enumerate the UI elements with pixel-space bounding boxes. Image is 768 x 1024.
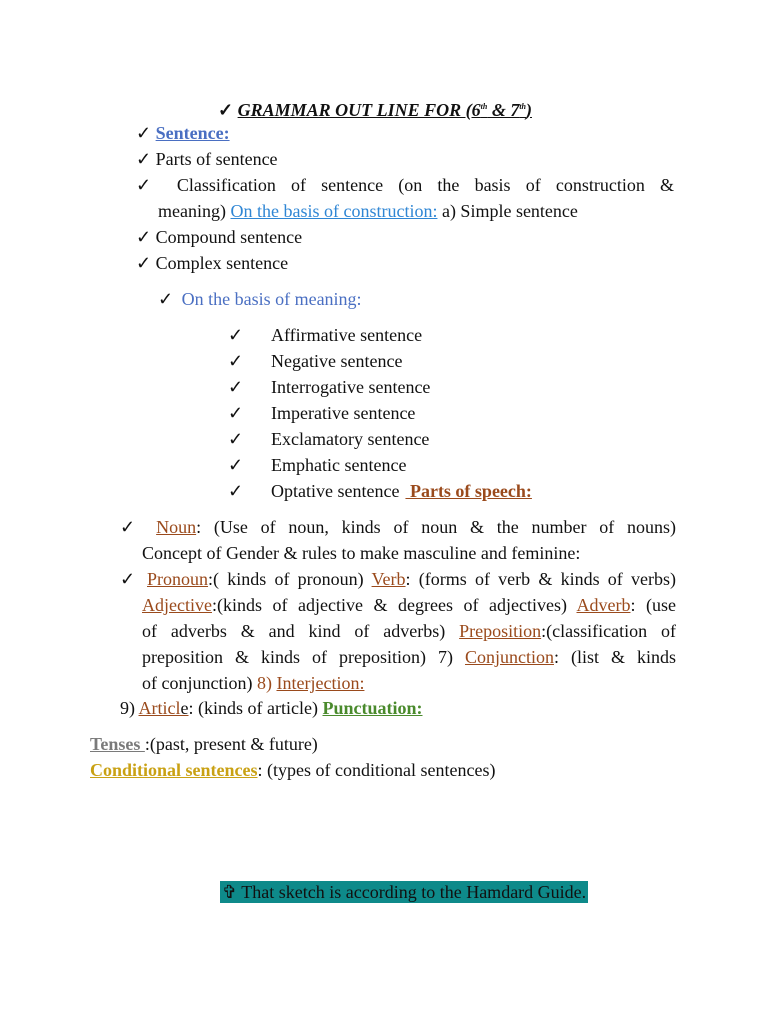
check-icon: ✓ — [228, 455, 244, 475]
pronoun-line4 — [142, 646, 676, 668]
classification-text-2a: meaning) — [158, 201, 231, 221]
sentence-heading[interactable]: Sentence: — [155, 123, 230, 143]
noun-text-2: Concept of Gender & rules to make masculine and feminine: — [142, 543, 581, 563]
pronoun-text-5: of adverbs & and kind of adverbs) — [142, 621, 460, 641]
pronoun-text-7: preposition & kinds of preposition) 7) — [142, 647, 465, 667]
noun-label[interactable]: Noun — [156, 517, 197, 537]
pronoun-line5 — [142, 672, 364, 694]
classification-text-1: Classification of sentence (on the basis of construction & — [176, 175, 674, 195]
meaning-item — [228, 402, 415, 424]
pronoun-text-9: of conjunction) — [142, 673, 257, 693]
title-sup-2: th — [519, 102, 526, 111]
item-complex — [136, 252, 288, 274]
complex-text: Complex sentence — [155, 253, 289, 273]
meaning-item — [228, 324, 422, 346]
meaning-heading-row — [158, 288, 362, 310]
check-icon: ✓ — [228, 377, 244, 397]
adverb-label[interactable]: Adverb — [576, 595, 631, 615]
meaning-item-label: Negative sentence — [271, 351, 403, 371]
page-title — [218, 96, 532, 121]
parts-of-speech-heading[interactable]: Parts of speech: — [405, 481, 532, 501]
cross-icon: ✞ — [222, 882, 238, 902]
preposition-label[interactable]: Preposition — [459, 621, 542, 641]
meaning-item — [228, 454, 406, 476]
title-prefix: GRAMMAR OUT LINE FOR (6 — [237, 100, 481, 120]
article-number: 9) — [120, 698, 139, 718]
item-classification-line1 — [136, 174, 674, 196]
item-classification-line2 — [158, 200, 578, 222]
pronoun-text-2: : (forms of verb & kinds of verbs) — [405, 569, 676, 589]
article-text: : (kinds of article) — [188, 698, 323, 718]
title-sup-1: th — [480, 102, 488, 111]
check-icon: ✓ — [136, 227, 152, 247]
punctuation-label[interactable]: Punctuation: — [322, 698, 423, 718]
meaning-item-label: Affirmative sentence — [271, 325, 423, 345]
parts-text: Parts of sentence — [155, 149, 278, 169]
verb-label[interactable]: Verb — [371, 569, 406, 589]
check-icon: ✓ — [120, 517, 144, 537]
meaning-item-label: Emphatic sentence — [271, 455, 407, 475]
meaning-item-label: Imperative sentence — [271, 403, 416, 423]
article-label-b: e — [180, 698, 189, 718]
item-parts — [136, 148, 278, 170]
footer-note — [220, 881, 588, 903]
noun-line1 — [120, 516, 676, 538]
tenses-label[interactable]: Tenses — [90, 734, 145, 754]
conditional-text: : (types of conditional sentences) — [257, 760, 496, 780]
meaning-item — [228, 480, 532, 502]
check-icon: ✓ — [136, 253, 152, 273]
conjunction-label[interactable]: Conjunction — [464, 647, 554, 667]
meaning-item — [228, 376, 430, 398]
check-icon: ✓ — [120, 569, 139, 589]
noun-text-1: : (Use of noun, kinds of noun & the number of nouns) — [196, 517, 676, 537]
check-icon: ✓ — [228, 481, 244, 501]
article-label[interactable] — [139, 698, 189, 718]
check-icon: ✓ — [218, 100, 234, 120]
pronoun-line1 — [120, 568, 676, 590]
meaning-item-label: Interrogative sentence — [271, 377, 431, 397]
meaning-item — [228, 428, 429, 450]
adjective-label[interactable]: Adjective — [142, 595, 212, 615]
conditional-line — [90, 759, 495, 781]
check-icon: ✓ — [136, 149, 152, 169]
meaning-item — [228, 350, 402, 372]
item-compound — [136, 226, 302, 248]
noun-line2 — [142, 542, 580, 564]
pronoun-text-4: : (use — [630, 595, 676, 615]
classification-text-2b: a) Simple sentence — [437, 201, 578, 221]
check-icon: ✓ — [136, 123, 152, 143]
pronoun-line3 — [142, 620, 676, 642]
footer-text: That sketch is according to the Hamdard Guide. — [237, 882, 587, 902]
check-icon: ✓ — [158, 289, 174, 309]
check-icon: ✓ — [228, 403, 244, 423]
tenses-text: :(past, present & future) — [144, 734, 318, 754]
check-icon: ✓ — [228, 325, 244, 345]
pronoun-text-3: :(kinds of adjective & degrees of adjectives) — [211, 595, 577, 615]
meaning-item-label: Optative sentence — [271, 481, 400, 501]
compound-text: Compound sentence — [155, 227, 303, 247]
construction-link[interactable]: On the basis of construction: — [230, 201, 438, 221]
article-line — [120, 697, 423, 719]
pronoun-text-8: : (list & kinds — [553, 647, 676, 667]
check-icon: ✓ — [228, 351, 244, 371]
conditional-label[interactable]: Conditional sentences — [90, 760, 258, 780]
check-icon: ✓ — [136, 175, 162, 195]
pronoun-text-1: :( kinds of pronoun) — [208, 569, 372, 589]
article-label-a: Articl — [138, 698, 181, 718]
check-icon: ✓ — [228, 429, 244, 449]
title-suffix: ) — [526, 100, 532, 120]
title-mid: & 7 — [487, 100, 520, 120]
tenses-line — [90, 733, 318, 755]
meaning-item-label: Exclamatory sentence — [271, 429, 430, 449]
pronoun-label[interactable]: Pronoun — [147, 569, 209, 589]
pronoun-line2 — [142, 594, 676, 616]
number-8: 8) — [256, 673, 277, 693]
interjection-label[interactable]: Interjection: — [276, 673, 365, 693]
item-sentence — [136, 122, 230, 144]
pronoun-text-6: :(classification of — [541, 621, 676, 641]
meaning-heading[interactable]: On the basis of meaning: — [181, 289, 362, 309]
